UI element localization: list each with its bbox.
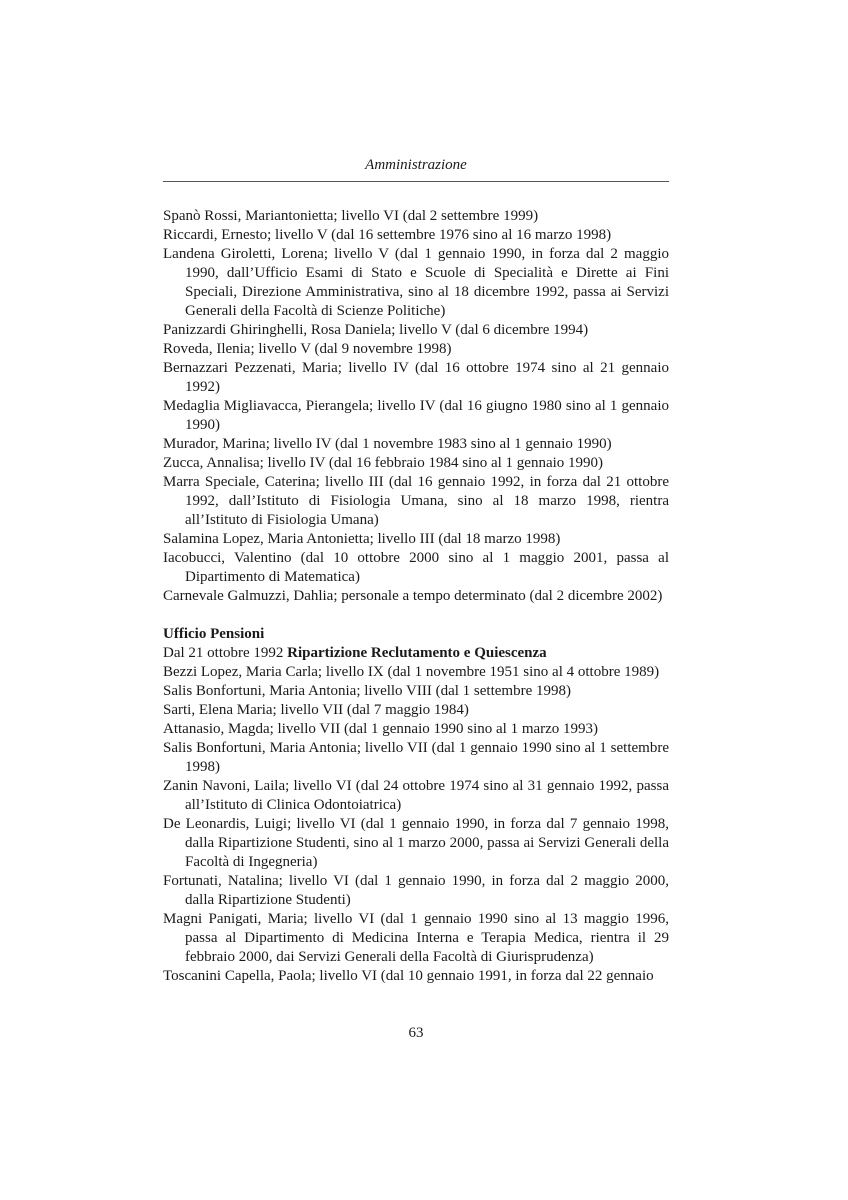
list-item: Marra Speciale, Caterina; livello III (dal 16 gennaio 1992, in forza dal 21 ottobre 1992, dall’Istituto di Fisiologia Umana, sino al 18 marzo 1998, rientra all’Istituto di Fisiologia Umana) xyxy=(163,474,669,528)
list-item: Landena Giroletti, Lorena; livello V (dal 1 gennaio 1990, in forza dal 2 maggio 1990, dall’Ufficio Esami di Stato e Scuole di Specialità e Dirette ai Fini Speciali, Direzione Amministrativa, sino al 18 dicembre 1992, passa ai Servizi Generali della Facoltà di Scienze Politiche) xyxy=(163,246,669,319)
list-item: Salis Bonfortuni, Maria Antonia; livello VIII (dal 1 settembre 1998) xyxy=(163,683,571,699)
list-item: Zanin Navoni, Laila; livello VI (dal 24 ottobre 1974 sino al 31 gennaio 1992, passa all’Istituto di Clinica Odontoiatrica) xyxy=(163,778,669,813)
list-item: Sarti, Elena Maria; livello VII (dal 7 maggio 1984) xyxy=(163,702,469,718)
page-body xyxy=(163,207,669,986)
header-rule xyxy=(163,181,669,182)
list-item: Iacobucci, Valentino (dal 10 ottobre 2000 sino al 1 maggio 2001, passa al Dipartimento di Matematica) xyxy=(163,550,669,585)
list-item: Roveda, Ilenia; livello V (dal 9 novembre 1998) xyxy=(163,341,452,357)
list-item: Murador, Marina; livello IV (dal 1 novembre 1983 sino al 1 gennaio 1990) xyxy=(163,436,612,452)
list-item: Bezzi Lopez, Maria Carla; livello IX (dal 1 novembre 1951 sino al 4 ottobre 1989) xyxy=(163,664,660,680)
list-item: Zucca, Annalisa; livello IV (dal 16 febbraio 1984 sino al 1 gennaio 1990) xyxy=(163,455,604,471)
page-number: 63 xyxy=(408,1025,424,1041)
list-item: Bernazzari Pezzenati, Maria; livello IV (dal 16 ottobre 1974 sino al 21 gennaio 1992) xyxy=(163,360,669,395)
section-title: Ufficio Pensioni xyxy=(163,626,265,642)
section-spacer xyxy=(163,606,669,625)
list-item: Panizzardi Ghiringhelli, Rosa Daniela; livello V (dal 6 dicembre 1994) xyxy=(163,322,589,338)
list-item: Medaglia Migliavacca, Pierangela; livello IV (dal 16 giugno 1980 sino al 1 gennaio 1990) xyxy=(163,398,669,433)
list-item: De Leonardis, Luigi; livello VI (dal 1 gennaio 1990, in forza dal 7 gennaio 1998, dalla Ripartizione Studenti, sino al 1 marzo 2000, passa ai Servizi Generali della Facoltà di Ingegneria) xyxy=(163,816,669,870)
list-item: Carnevale Galmuzzi, Dahlia; personale a tempo determinato (dal 2 dicembre 2002) xyxy=(163,588,663,604)
list-item: Magni Panigati, Maria; livello VI (dal 1 gennaio 1990 sino al 13 maggio 1996, passa al Dipartimento di Medicina Interna e Terapia Medica, rientra il 29 febbraio 2000, dai Servizi Generali della Facoltà di Giurisprudenza) xyxy=(163,911,669,965)
section-subhead xyxy=(163,644,669,663)
list-item: Fortunati, Natalina; livello VI (dal 1 gennaio 1990, in forza dal 2 maggio 2000, dalla Ripartizione Studenti) xyxy=(163,873,669,908)
list-item: Attanasio, Magda; livello VII (dal 1 gennaio 1990 sino al 1 marzo 1993) xyxy=(163,721,599,737)
list-item: Salis Bonfortuni, Maria Antonia; livello VII (dal 1 gennaio 1990 sino al 1 settembre 1998) xyxy=(163,740,669,775)
list-item: Toscanini Capella, Paola; livello VI (dal 10 gennaio 1991, in forza dal 22 gennaio xyxy=(163,968,654,984)
subhead-department: Ripartizione Reclutamento e Quiescenza xyxy=(287,645,547,661)
list-item: Spanò Rossi, Mariantonietta; livello VI (dal 2 settembre 1999) xyxy=(163,208,539,224)
subhead-prefix: Dal 21 ottobre 1992 xyxy=(163,645,288,661)
list-item: Salamina Lopez, Maria Antonietta; livello III (dal 18 marzo 1998) xyxy=(163,531,561,547)
running-head: Amministrazione xyxy=(365,157,467,173)
list-item: Riccardi, Ernesto; livello V (dal 16 settembre 1976 sino al 16 marzo 1998) xyxy=(163,227,612,243)
